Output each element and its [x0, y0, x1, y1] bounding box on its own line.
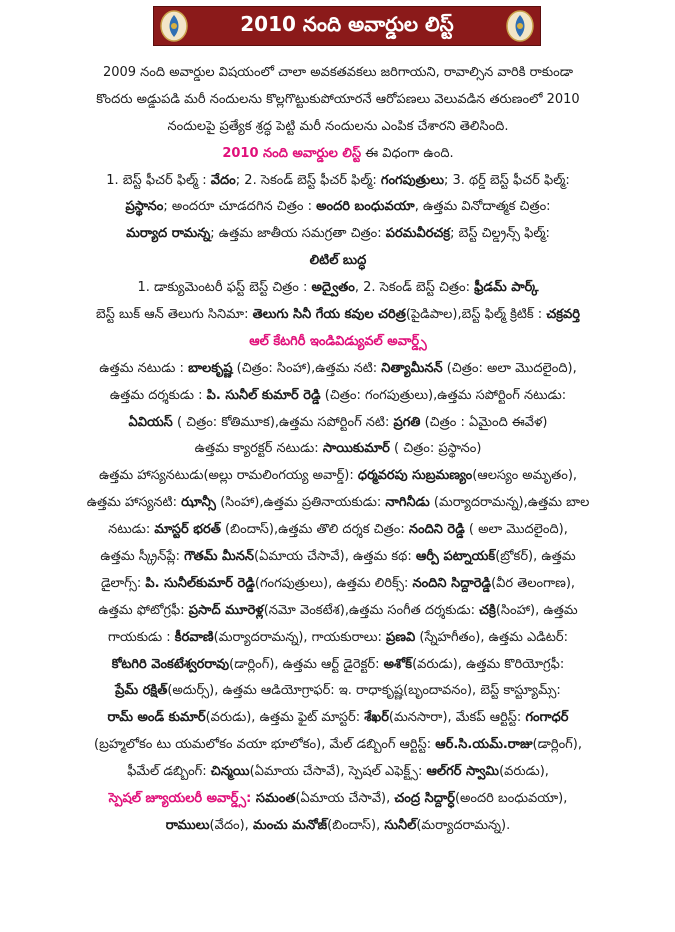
text-segment: ఉత్తమ హాస్యనటి: — [86, 495, 182, 511]
text-line — [8, 732, 668, 759]
text-segment: (గంగపుత్రులు), ఉత్తమ లిరిక్స్: — [254, 575, 413, 591]
title-banner — [153, 6, 541, 46]
text-segment: ( చిత్రం: కోతిమూక),ఉత్తమ సపోర్టింగ్ నటి: — [172, 414, 394, 430]
text-line — [8, 786, 668, 813]
text-line — [8, 652, 668, 679]
text-line — [8, 194, 668, 221]
text-line — [8, 517, 668, 544]
bold-name: ఆర్.సి.యమ్.రాజు — [435, 737, 533, 753]
text-line — [8, 598, 668, 625]
text-segment: (వేదం), — [209, 817, 253, 833]
bold-name: సునీల్ — [384, 817, 417, 833]
article-body — [8, 60, 668, 840]
text-segment: ఫీమేల్ డబ్బింగ్: — [127, 764, 211, 780]
bold-name: మంచు మనోజ్ — [252, 817, 328, 833]
text-segment: (చిత్రం: గంగపుత్రులు),ఉత్తమ సపోర్టింగ్ నటుడు: — [320, 387, 567, 403]
bold-name: రాములు — [165, 817, 210, 833]
bold-name: పి. సునీల్‌కుమార్ రెడ్డి — [145, 575, 255, 591]
text-segment: (మర్యాదరామన్న). — [416, 817, 511, 833]
text-segment: ఉత్తమ క్యారక్టర్ నటుడు: — [194, 441, 323, 457]
bold-name: మర్యాద రామన్న — [126, 226, 211, 242]
bold-name: ప్రగతి — [393, 414, 421, 430]
text-segment: (చిత్రం: సింహా),ఉత్తమ నటి: — [232, 360, 382, 376]
text-line — [8, 571, 668, 598]
bold-name: కీరవాణి — [174, 629, 214, 645]
text-segment: (పైడిపాల),బెస్ట్ ఫిల్మ్ క్రిటిక్ : — [405, 307, 547, 323]
bold-name: ఆల్‌గర్ స్వామి — [426, 764, 500, 780]
text-segment: (అదుర్స్), ఉత్తమ ఆడియోగ్రాఫర్: ఇ. రాధాకృష్ణ(బృందావనం), బెస్ట్ కాస్ట్యూమ్స్: — [167, 683, 561, 699]
text-segment: గాయకుడు : — [108, 629, 175, 645]
text-line — [8, 329, 668, 356]
text-segment: ; అందరూ చూడదగిన చిత్రం : — [163, 199, 317, 215]
bold-name: ఆర్పీ పట్నాయక్ — [415, 549, 496, 565]
text-segment: (స్నేహగీతం), ఉత్తమ ఎడిటర్: — [415, 629, 568, 645]
text-segment: ( అలా మొదలైంది), — [464, 522, 568, 538]
page-title: 2010 నంది అవార్డుల లిస్ట్ — [240, 11, 454, 36]
text-segment: (నమో వెంకటేశ),ఉత్తమ సంగీత దర్శకుడు: — [263, 602, 480, 618]
bold-name: ప్రణవి — [386, 629, 416, 645]
text-segment: ఉత్తమ దర్శకుడు : — [109, 387, 207, 403]
bold-name: శేఖర్ — [364, 710, 389, 726]
text-segment: (ఏమాయ చేసావే), స్పెషల్ ఎఫెక్ట్స్: — [249, 764, 427, 780]
text-line — [8, 302, 668, 329]
text-line — [8, 141, 668, 168]
text-segment: , 2. సెకండ్ బెస్ట్ చిత్రం: — [354, 280, 475, 296]
text-line — [8, 221, 668, 248]
bold-name: ఏవియస్ — [128, 414, 173, 430]
text-line — [8, 759, 668, 786]
text-segment: 2009 నంది అవార్డుల విషయంలో చాలా అవకతవకలు జరిగాయని, రావాల్సిన వారికి రాకుండా — [102, 65, 574, 80]
text-segment: (సింహా),ఉత్తమ ప్రతినాయకుడు: — [215, 495, 386, 511]
highlight-heading: 2010 నంది అవార్డుల లిస్ట్ — [222, 145, 362, 161]
bold-name: వేదం — [210, 172, 236, 188]
nandi-logo-icon — [159, 10, 189, 42]
bold-name: సమంత — [255, 791, 296, 807]
bold-name: మాస్టర్ భరత్ — [154, 522, 221, 538]
text-segment: ; బెస్ట్ చిల్డ్రన్స్ ఫిల్మ్: — [450, 226, 550, 242]
bold-name: నందిని రెడ్డి — [408, 522, 465, 538]
text-segment: (డార్లింగ్), — [532, 737, 582, 753]
bold-name: నిత్యామీనన్ — [381, 360, 443, 376]
text-line — [8, 436, 668, 463]
bold-name: తెలుగు సినీ గేయ కవుల చరిత్ర — [252, 307, 406, 323]
text-segment: ఉత్తమ ఫోటోగ్రఫీ: — [98, 602, 189, 618]
text-line — [8, 813, 668, 840]
text-line — [8, 356, 668, 383]
bold-name: చక్రి — [479, 602, 496, 618]
text-segment: (అందరి బంధువయా), — [454, 791, 568, 807]
bold-name: ధర్మవరపు సుబ్రమణ్యం — [357, 468, 473, 484]
text-line — [8, 383, 668, 410]
text-segment: కొందరు అడ్డుపడి మరీ నందులను కొల్లగొట్టుకుపోయారనే ఆరోపణలు వెలువడిన తరుణంలో 2010 — [96, 91, 580, 107]
text-segment: , ఉత్తమ వినోదాత్మక చిత్రం: — [414, 199, 551, 215]
text-segment: (బిందాస్),ఉత్తమ తొలి దర్శక చిత్రం: — [220, 522, 409, 538]
text-segment: (బిందాస్), — [327, 817, 385, 833]
bold-name: పి. సునీల్ కుమార్ రెడ్డి — [206, 387, 321, 403]
text-segment: (ఆలస్యం అమృతం), — [472, 468, 578, 484]
text-line — [8, 678, 668, 705]
text-segment: (వరుడు), ఉత్తమ కొరియోగ్రఫీ: — [412, 656, 565, 672]
bold-name: పరమవీరచక్ర — [385, 226, 451, 242]
bold-name: ప్రస్థానం — [125, 199, 164, 215]
bold-name: బాలకృష్ణ — [188, 360, 233, 376]
text-segment: 1. బెస్ట్ ఫీచర్ ఫిల్మ్ : — [106, 172, 211, 188]
bold-name: కోటగిరి వెంకటేశ్వరరావు — [111, 656, 230, 672]
text-segment: ; 3. థర్డ్ బెస్ట్ ఫీచర్ ఫిల్మ్: — [443, 172, 570, 188]
bold-name: అందరి బంధువయా — [316, 199, 415, 215]
text-segment: (సింహా), ఉత్తమ — [495, 602, 578, 618]
bold-name: చిన్మయి — [210, 764, 250, 780]
bold-name: ప్రేమ్ రక్షిత్ — [115, 683, 168, 699]
text-segment: (బ్రోకర్), ఉత్తమ — [495, 549, 576, 565]
text-line — [8, 705, 668, 732]
text-segment: (మనసారా), మేకప్ ఆర్టిస్ట్: — [388, 710, 526, 726]
bold-name: గంగపుత్రులు — [380, 172, 444, 188]
bold-name: చంద్ర సిద్దార్ధ్ — [394, 791, 455, 807]
text-line — [8, 275, 668, 302]
highlight-heading: ఆల్ కేటగిరీ ఇండివిడ్యువల్ అవార్డ్స్ — [249, 333, 427, 349]
text-segment: (వరుడు), — [499, 764, 549, 780]
text-line — [8, 625, 668, 652]
bold-name: నాగినీడు — [385, 495, 430, 511]
bold-name: అద్వైతం — [311, 280, 355, 296]
text-segment: (చిత్రం : ఏమైంది ఈవేళ) — [420, 414, 548, 430]
text-segment: నటుడు: — [108, 522, 155, 538]
text-segment: ఉత్తమ స్క్రీన్‌ప్లే: — [100, 549, 185, 565]
text-segment: ( చిత్రం: ప్రస్థానం) — [389, 441, 482, 457]
bold-name: లిటిల్ బుద్ధ — [309, 253, 367, 269]
text-line — [8, 463, 668, 490]
text-segment: డైలాగ్స్: — [100, 575, 146, 591]
text-segment: (డార్లింగ్), ఉత్తమ ఆర్ట్ డైరెక్టర్: — [229, 656, 384, 672]
text-line — [8, 60, 668, 87]
text-segment: (వరుడు), ఉత్తమ ఫైట్ మాస్టర్: — [205, 710, 365, 726]
bold-name: ప్రసాద్ మూరెళ్ల — [188, 602, 264, 618]
text-segment: (మర్యాదరామన్న), గాయకురాలు: — [213, 629, 387, 645]
text-segment: బెస్ట్ బుక్ ఆన్ తెలుగు సినిమా: — [96, 307, 253, 323]
text-segment: ఉత్తమ నటుడు : — [99, 360, 189, 376]
text-segment: నందులపై ప్రత్యేక శ్రద్ధ పెట్టి మరీ నందులను ఎంపిక చేశారని తెలిసింది. — [167, 118, 509, 134]
text-segment: (మర్యాదరామన్న),ఉత్తమ బాల — [429, 495, 590, 511]
text-segment: (ఏమాయ చేసావే), ఉత్తమ కథ: — [254, 549, 416, 565]
text-line — [8, 114, 668, 141]
text-line — [8, 248, 668, 275]
text-line — [8, 410, 668, 437]
text-segment: (బ్రహ్మలోకం టు యమలోకం వయా భూలోకం), మేల్ డబ్బింగ్ ఆర్టిస్ట్: — [94, 737, 436, 753]
text-line — [8, 87, 668, 114]
text-segment: 1. డాక్యుమెంటరీ ఫస్ట్ బెస్ట్ చిత్రం : — [137, 280, 312, 296]
text-segment: (చిత్రం: అలా మొదలైంది), — [442, 360, 577, 376]
bold-name: నందిని సిద్దారెడ్డి — [412, 575, 492, 591]
highlight-heading: స్పెషల్ జ్యూయలరీ అవార్డ్స్: — [108, 791, 256, 807]
bold-name: చక్రవర్తి — [546, 307, 580, 323]
bold-name: ఫ్రీడమ్ పార్క్ — [474, 280, 539, 296]
bold-name: సాయికుమార్ — [322, 441, 390, 457]
bold-name: గౌతమ్ మీనన్ — [184, 549, 255, 565]
bold-name: అశోక్ — [383, 656, 413, 672]
bold-name: గంగాధర్ — [525, 710, 569, 726]
text-segment: ; ఉత్తమ జాతీయ సమగ్రతా చిత్రం: — [210, 226, 386, 242]
text-segment: ; 2. సెకండ్ బెస్ట్ ఫీచర్ ఫిల్మ్: — [235, 172, 381, 188]
text-segment: (ఏమాయ చేసావే), — [295, 791, 395, 807]
text-line — [8, 490, 668, 517]
text-segment: ఈ విధంగా ఉంది. — [361, 145, 454, 161]
text-line — [8, 544, 668, 571]
text-segment: (వీర తెలంగాణ), — [491, 575, 576, 591]
bold-name: రామ్ అండ్ కుమార్ — [107, 710, 206, 726]
nandi-logo-icon — [505, 10, 535, 42]
text-segment: ఉత్తమ హాస్యనటుడు(అల్లు రామలింగయ్య అవార్డ్): — [98, 468, 358, 484]
bold-name: ఝాన్సీ — [181, 495, 216, 511]
text-line — [8, 168, 668, 195]
